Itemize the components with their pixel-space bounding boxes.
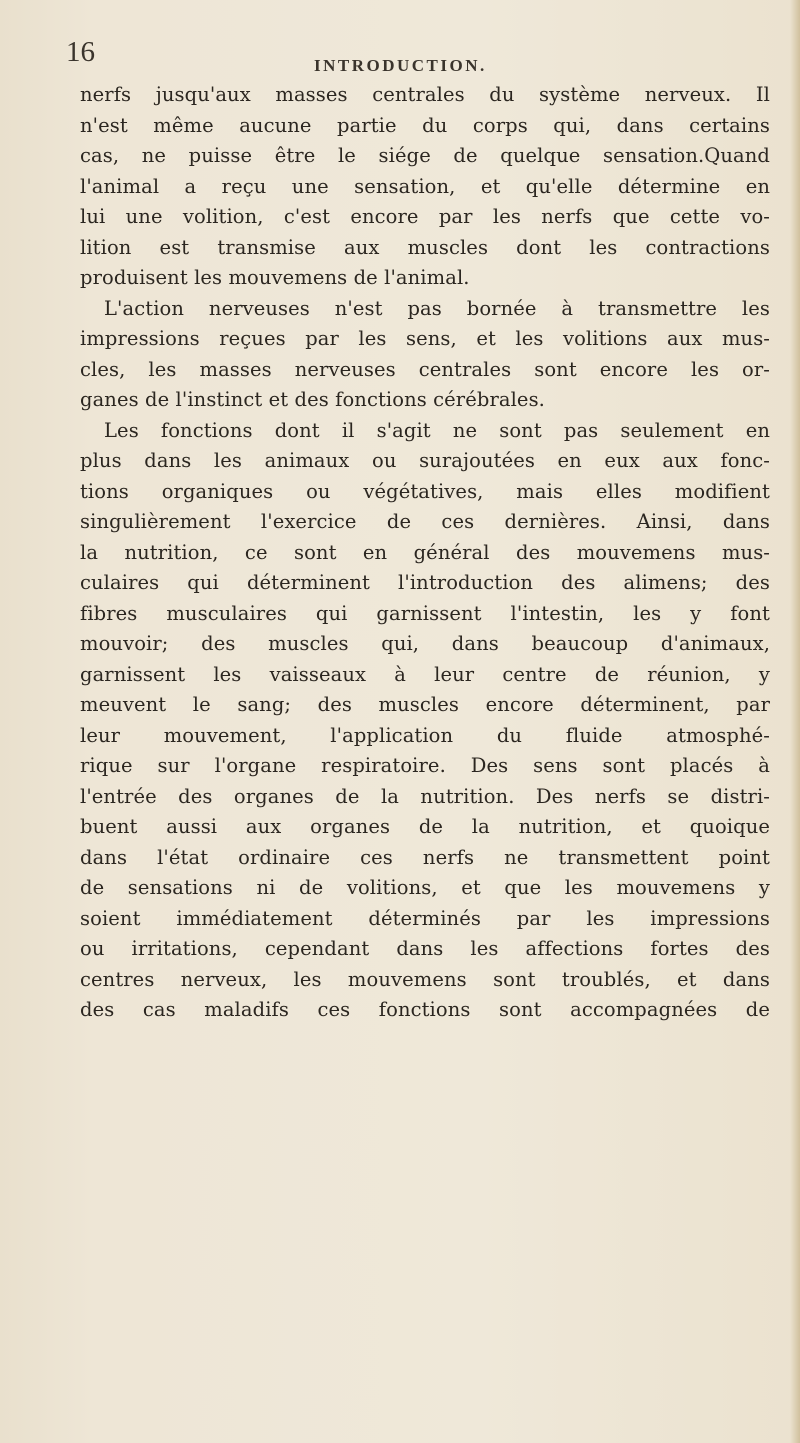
- text-line: leur mouvement, l'application du fluide atmosphé-: [80, 723, 770, 747]
- text-line: cles, les masses nerveuses centrales sont encore les or-: [80, 357, 770, 381]
- page-number: 16: [66, 36, 95, 68]
- running-title: INTRODUCTION.: [314, 56, 487, 75]
- text-line: plus dans les animaux ou surajoutées en eux aux fonc-: [80, 449, 770, 472]
- body-text: [80, 80, 770, 1026]
- text-line: nerfs jusqu'aux masses centrales du système nerveux. Il: [80, 83, 770, 106]
- text-line: ou irritations, cependant dans les affections fortes des: [80, 937, 770, 960]
- text-line: mouvoir; des muscles qui, dans beaucoup d'animaux,: [80, 632, 770, 655]
- text-line: singulièrement l'exercice de ces dernières. Ainsi, dans: [80, 510, 770, 533]
- text-line: ganes de l'instinct et des fonctions cérébrales.: [80, 388, 545, 411]
- text-line: lui une volition, c'est encore par les nerfs que cette vo-: [80, 205, 770, 228]
- text-line: cas, ne puisse être le siége de quelque sensation.Quand: [80, 144, 770, 167]
- text-line: buent aussi aux organes de la nutrition, et quoique: [80, 815, 770, 838]
- text-line: impressions reçues par les sens, et les volitions aux mus-: [80, 327, 770, 350]
- text-line: garnissent les vaisseaux à leur centre de réunion, y: [80, 662, 770, 686]
- page-header: [60, 30, 780, 80]
- text-line: soient immédiatement déterminés par les impressions: [80, 906, 770, 930]
- text-line: lition est transmise aux muscles dont les contractions: [80, 235, 770, 259]
- text-line: dans l'état ordinaire ces nerfs ne transmettent point: [80, 845, 770, 869]
- text-line: produisent les mouvemens de l'animal.: [80, 266, 470, 289]
- text-line: de sensations ni de volitions, et que les mouvemens y: [80, 876, 770, 899]
- page-edge: [790, 0, 800, 1443]
- text-line: tions organiques ou végétatives, mais elles modifient: [80, 479, 770, 503]
- text-line: des cas maladifs ces fonctions sont accompagnées de: [80, 998, 770, 1021]
- text-line: rique sur l'organe respiratoire. Des sens sont placés à: [80, 754, 770, 777]
- text-line: L'action nerveuses n'est pas bornée à transmettre les: [104, 296, 770, 320]
- text-line: l'animal a reçu une sensation, et qu'elle détermine en: [80, 174, 770, 198]
- text-line: centres nerveux, les mouvemens sont troublés, et dans: [80, 967, 770, 991]
- text-line: la nutrition, ce sont en général des mouvemens mus-: [80, 540, 770, 564]
- text-line: Les fonctions dont il s'agit ne sont pas seulement en: [104, 418, 770, 442]
- text-line: n'est même aucune partie du corps qui, dans certains: [80, 113, 770, 137]
- text-line: meuvent le sang; des muscles encore déterminent, par: [80, 693, 770, 716]
- text-line: l'entrée des organes de la nutrition. Des nerfs se distri-: [80, 784, 770, 808]
- text-line: culaires qui déterminent l'introduction des alimens; des: [80, 571, 770, 594]
- text-line: fibres musculaires qui garnissent l'intestin, les y font: [80, 601, 770, 625]
